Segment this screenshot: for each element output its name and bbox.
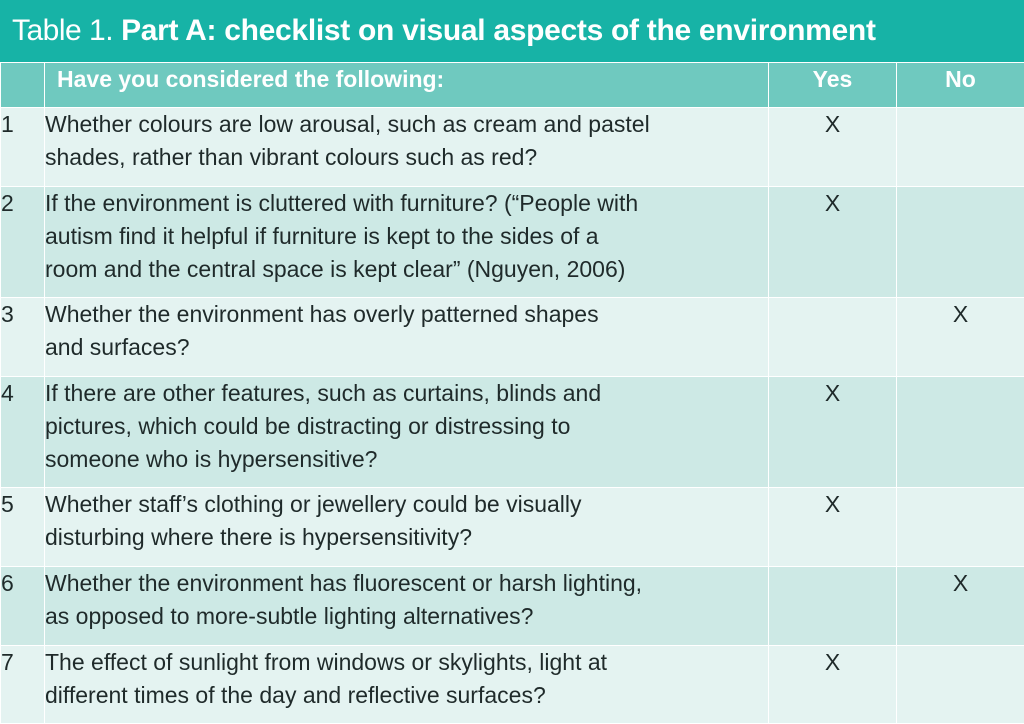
- table-row: [1, 187, 1024, 298]
- question-line: Whether staff’s clothing or jewellery could be visually: [45, 488, 768, 521]
- table-row: [1, 298, 1024, 377]
- question-line: and surfaces?: [45, 331, 768, 364]
- question-line: different times of the day and reflective surfaces?: [45, 679, 768, 712]
- table-number-label: Table 1.: [12, 14, 113, 48]
- question-line: shades, rather than vibrant colours such as red?: [45, 141, 768, 174]
- yes-cell: [769, 567, 897, 646]
- row-number: 2: [1, 187, 45, 298]
- yes-cell: X: [769, 377, 897, 488]
- question-line: room and the central space is kept clear” (Nguyen, 2006): [45, 253, 768, 286]
- table-row: [1, 108, 1024, 187]
- question-line: pictures, which could be distracting or distressing to: [45, 410, 768, 443]
- no-cell: X: [897, 567, 1024, 646]
- table-row: [1, 567, 1024, 646]
- table-title: Part A: checklist on visual aspects of the environment: [121, 14, 876, 48]
- question-cell: [45, 567, 769, 646]
- no-cell: [897, 108, 1024, 187]
- question-line: If there are other features, such as curtains, blinds and: [45, 377, 768, 410]
- no-cell: X: [897, 298, 1024, 377]
- question-cell: [45, 298, 769, 377]
- no-cell: [897, 488, 1024, 567]
- table-row: [1, 488, 1024, 567]
- question-line: autism find it helpful if furniture is kept to the sides of a: [45, 220, 768, 253]
- question-line: someone who is hypersensitive?: [45, 443, 768, 476]
- question-line: Whether the environment has fluorescent or harsh lighting,: [45, 567, 768, 600]
- question-line: If the environment is cluttered with furniture? (“People with: [45, 187, 768, 220]
- question-line: disturbing where there is hypersensitivity?: [45, 521, 768, 554]
- table-row: [1, 377, 1024, 488]
- no-cell: [897, 377, 1024, 488]
- number-column-header: [1, 63, 45, 108]
- table-title-bar: [0, 0, 1024, 62]
- table-row: [1, 646, 1024, 724]
- yes-column-header: Yes: [769, 63, 897, 108]
- yes-cell: X: [769, 187, 897, 298]
- question-line: Whether colours are low arousal, such as cream and pastel: [45, 108, 768, 141]
- question-cell: [45, 108, 769, 187]
- question-cell: [45, 646, 769, 724]
- no-column-header: No: [897, 63, 1024, 108]
- yes-cell: X: [769, 108, 897, 187]
- table-header-row: [1, 63, 1024, 108]
- row-number: 4: [1, 377, 45, 488]
- row-number: 5: [1, 488, 45, 567]
- question-line: The effect of sunlight from windows or skylights, light at: [45, 646, 768, 679]
- question-line: Whether the environment has overly patterned shapes: [45, 298, 768, 331]
- question-cell: [45, 377, 769, 488]
- row-number: 1: [1, 108, 45, 187]
- row-number: 7: [1, 646, 45, 724]
- checklist-table: [0, 62, 1024, 724]
- question-column-header: Have you considered the following:: [45, 63, 769, 108]
- question-line: as opposed to more-subtle lighting alternatives?: [45, 600, 768, 633]
- no-cell: [897, 646, 1024, 724]
- question-cell: [45, 187, 769, 298]
- row-number: 3: [1, 298, 45, 377]
- yes-cell: [769, 298, 897, 377]
- question-cell: [45, 488, 769, 567]
- no-cell: [897, 187, 1024, 298]
- yes-cell: X: [769, 488, 897, 567]
- yes-cell: X: [769, 646, 897, 724]
- row-number: 6: [1, 567, 45, 646]
